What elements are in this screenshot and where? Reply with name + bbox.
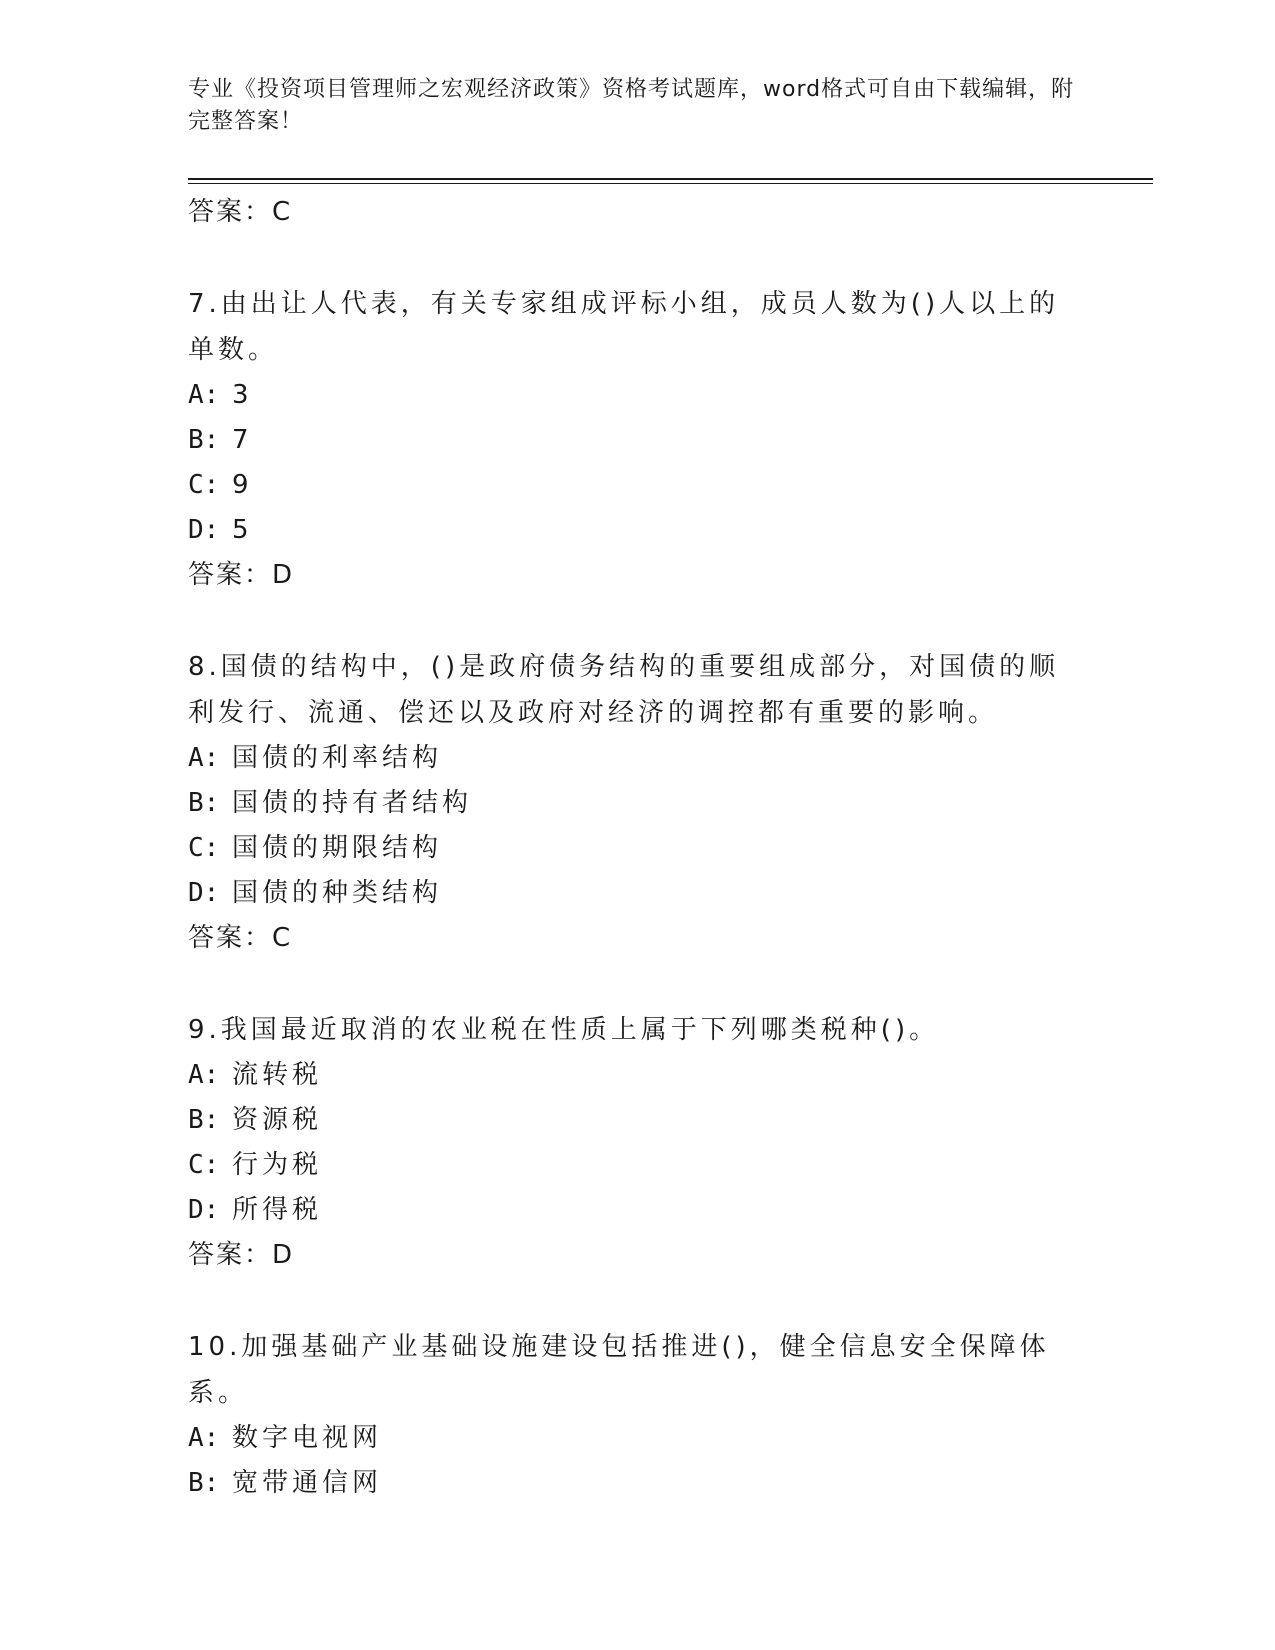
option-text: 行为税: [232, 1150, 323, 1180]
option-text: 流转税: [232, 1060, 323, 1090]
option-text: 3: [232, 380, 253, 410]
answer-line: 答案：C: [188, 923, 293, 953]
option-key: A:: [188, 1060, 220, 1090]
option-d: [188, 508, 1088, 553]
question-7: [188, 281, 1088, 598]
option-a: [188, 1416, 1088, 1461]
option-text: 5: [232, 515, 253, 545]
question-stem: 10.加强基础产业基础设施建设包括推进()，健全信息安全保障体系。: [188, 1332, 1050, 1408]
option-b: [188, 418, 1088, 463]
answer-line: 答案：D: [188, 560, 295, 590]
option-key: C:: [188, 470, 220, 500]
option-key: B:: [188, 1105, 220, 1135]
option-text: 国债的种类结构: [232, 878, 443, 908]
option-c: [188, 826, 1088, 871]
option-text: 国债的持有者结构: [232, 788, 473, 818]
header-divider-thin: [188, 183, 1153, 184]
option-key: A:: [188, 743, 220, 773]
question-10: [188, 1324, 1088, 1506]
option-text: 9: [232, 470, 253, 500]
option-a: [188, 736, 1088, 781]
option-text: 国债的期限结构: [232, 833, 443, 863]
option-c: [188, 463, 1088, 508]
option-b: [188, 781, 1088, 826]
question-stem: 8.国债的结构中，()是政府债务结构的重要组成部分，对国债的顺利发行、流通、偿还以及政府对经济的调控都有重要的影响。: [188, 652, 1060, 728]
option-key: C:: [188, 833, 220, 863]
option-d: [188, 871, 1088, 916]
option-d: [188, 1188, 1088, 1233]
option-key: B:: [188, 1468, 220, 1498]
question-8: [188, 644, 1088, 961]
question-9: [188, 1007, 1088, 1278]
option-key: D:: [188, 878, 220, 908]
option-text: 国债的利率结构: [232, 743, 443, 773]
option-a: [188, 1053, 1088, 1098]
option-text: 资源税: [232, 1105, 323, 1135]
option-text: 7: [232, 425, 253, 455]
option-b: [188, 1098, 1088, 1143]
previous-answer: 答案：C: [188, 197, 293, 227]
option-text: 所得税: [232, 1195, 323, 1225]
option-key: A:: [188, 1423, 220, 1453]
header-divider-thick: [188, 178, 1153, 180]
option-key: B:: [188, 788, 220, 818]
option-key: B:: [188, 425, 220, 455]
answer-line: 答案：D: [188, 1240, 295, 1270]
option-text: 数字电视网: [232, 1423, 383, 1453]
option-c: [188, 1143, 1088, 1188]
option-key: C:: [188, 1150, 220, 1180]
question-stem: 9.我国最近取消的农业税在性质上属于下列哪类税种()。: [188, 1015, 940, 1045]
option-text: 宽带通信网: [232, 1468, 383, 1498]
option-key: D:: [188, 515, 220, 545]
option-key: A:: [188, 380, 220, 410]
option-a: [188, 373, 1088, 418]
document-header: 专业《投资项目管理师之宏观经济政策》资格考试题库，word格式可自由下载编辑，附完整答案！: [188, 77, 1075, 134]
question-stem: 7.由出让人代表，有关专家组成评标小组，成员人数为()人以上的单数。: [188, 289, 1060, 365]
option-key: D:: [188, 1195, 220, 1225]
question-list: [188, 190, 1088, 1506]
option-b: [188, 1461, 1088, 1506]
